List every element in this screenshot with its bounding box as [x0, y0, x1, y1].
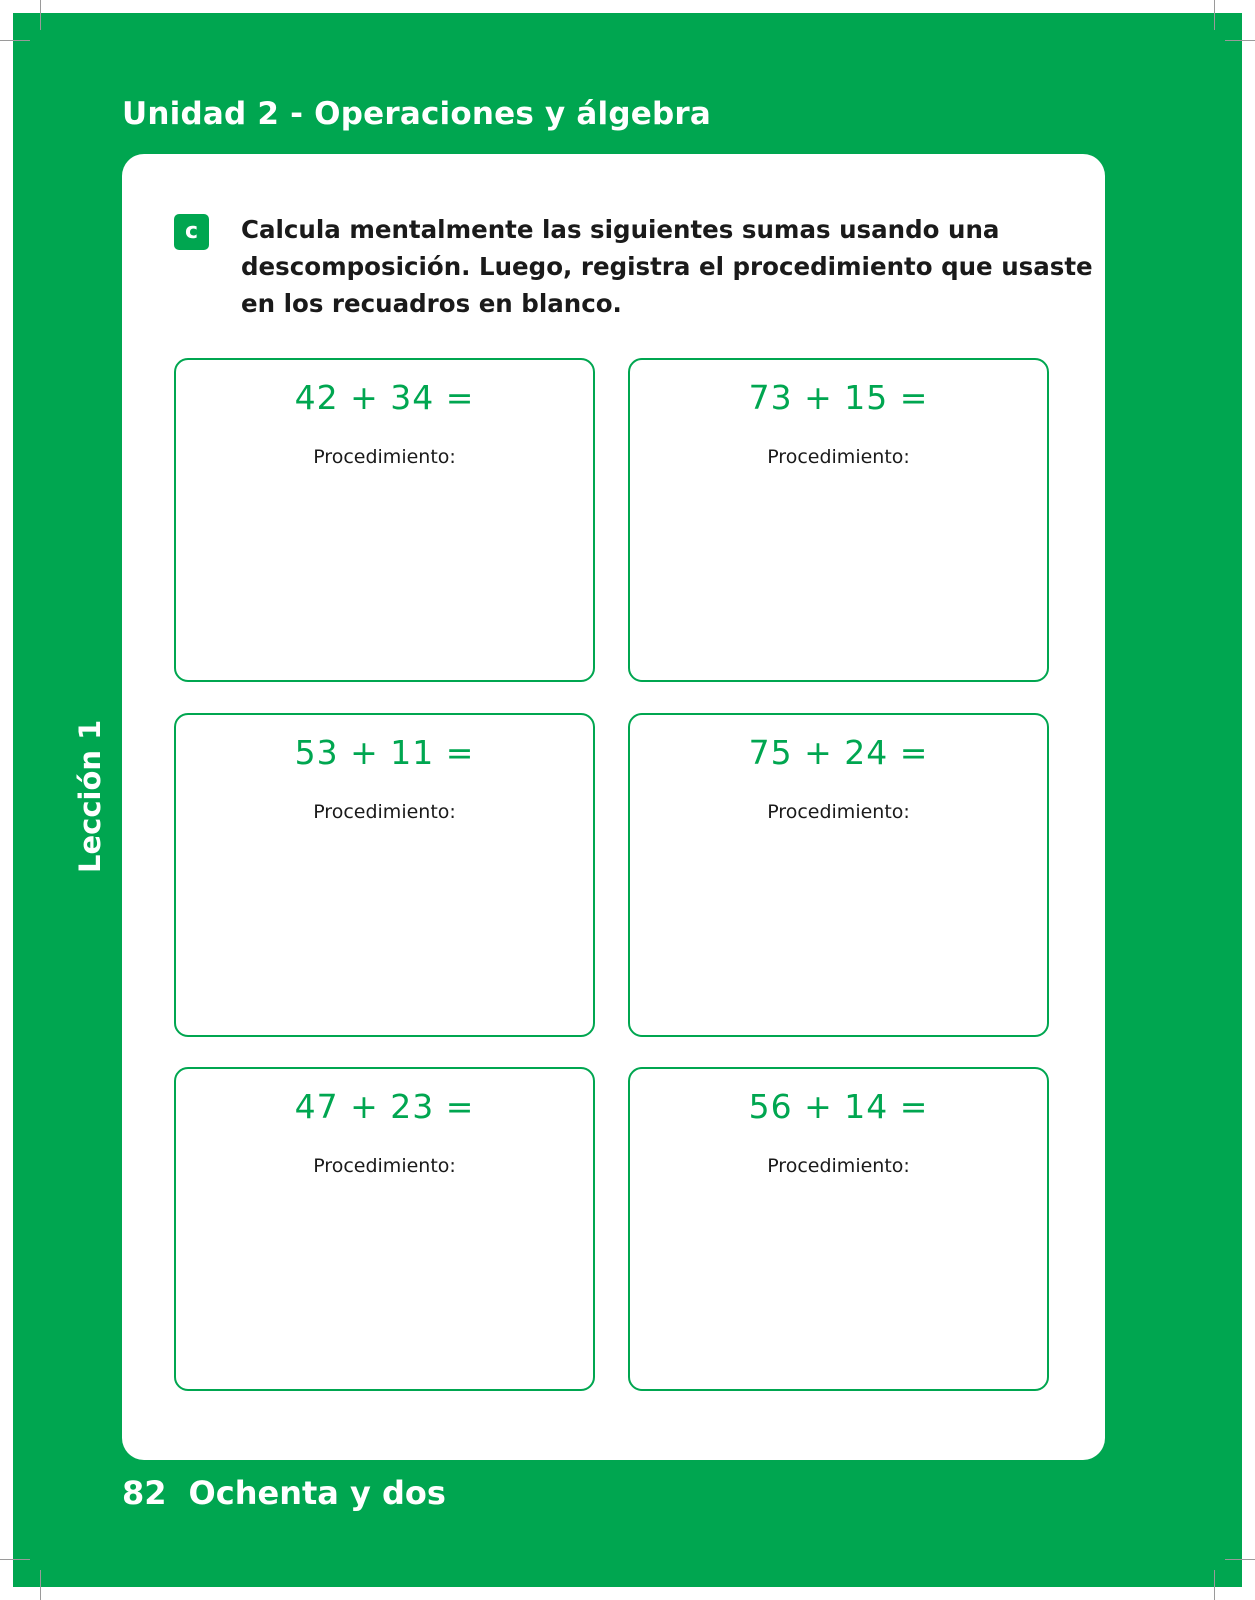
- exercise-expression: 47 + 23 =: [294, 1087, 475, 1126]
- procedure-label: Procedimiento:: [767, 446, 910, 468]
- exercise-expression: 53 + 11 =: [294, 733, 475, 772]
- exercise-expression: 42 + 34 =: [294, 378, 475, 417]
- page-number: 82: [122, 1474, 167, 1512]
- instruction-line: descomposición. Luego, registra el procedimiento que usaste: [241, 252, 1093, 281]
- procedure-label: Procedimiento:: [313, 446, 456, 468]
- activity-badge: c: [174, 214, 209, 250]
- procedure-label: Procedimiento:: [313, 1155, 456, 1177]
- crop-mark: [40, 1570, 41, 1600]
- exercise-box-6[interactable]: [628, 1067, 1049, 1391]
- lesson-side-label: Lección 1: [73, 719, 107, 873]
- procedure-label: Procedimiento:: [313, 801, 456, 823]
- procedure-label: Procedimiento:: [767, 801, 910, 823]
- activity-instruction: [241, 211, 1093, 322]
- crop-mark: [1225, 1559, 1255, 1560]
- crop-mark: [0, 40, 30, 41]
- page-footer: [122, 1474, 446, 1512]
- crop-mark: [40, 0, 41, 30]
- exercise-box-4[interactable]: [628, 713, 1049, 1037]
- instruction-line: Calcula mentalmente las siguientes sumas usando una: [241, 215, 1000, 244]
- exercise-box-1[interactable]: [174, 358, 595, 682]
- procedure-label: Procedimiento:: [767, 1155, 910, 1177]
- instruction-line: en los recuadros en blanco.: [241, 289, 622, 318]
- unit-title: Unidad 2 - Operaciones y álgebra: [122, 96, 711, 132]
- exercise-box-3[interactable]: [174, 713, 595, 1037]
- exercise-box-2[interactable]: [628, 358, 1049, 682]
- exercise-box-5[interactable]: [174, 1067, 595, 1391]
- exercise-expression: 73 + 15 =: [748, 378, 929, 417]
- crop-mark: [0, 1559, 30, 1560]
- exercise-expression: 75 + 24 =: [748, 733, 929, 772]
- crop-mark: [1214, 0, 1215, 30]
- page-number-words: Ochenta y dos: [188, 1474, 446, 1512]
- crop-mark: [1225, 40, 1255, 41]
- exercise-expression: 56 + 14 =: [748, 1087, 929, 1126]
- crop-mark: [1214, 1570, 1215, 1600]
